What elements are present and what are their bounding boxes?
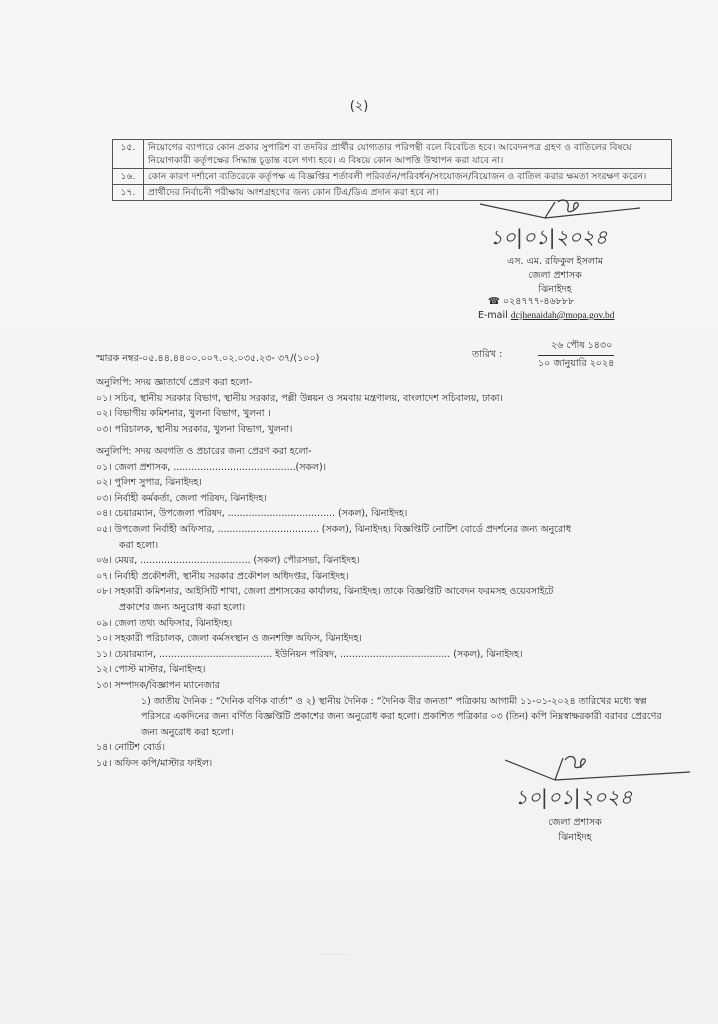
list-item: ০২। পুলিশ সুপার, ঝিনাইদহ। bbox=[96, 477, 202, 489]
term-number: ১৫. bbox=[113, 140, 144, 169]
copy-info-list bbox=[96, 444, 676, 771]
list-item: ০৭। নির্বাহী প্রকৌশলী, স্থানীয় সরকার প্রকৌশল অধিদপ্তর, ঝিনাইদহ। bbox=[96, 570, 349, 582]
table-row bbox=[113, 140, 672, 169]
date-bangla: ২৬ পৌষ ১৪৩০ bbox=[538, 339, 614, 356]
table-row bbox=[113, 169, 672, 185]
email-label: E-mail bbox=[478, 310, 508, 321]
list-item: ০৮। সহকারী কমিশনার, আইসিটি শাখা, জেলা প্রশাসকের কার্যালয়, ঝিনাইদহ। তাকে বিজ্ঞপ্তিটি আবেদন ফরমসহ ওয়েবসাইটে bbox=[96, 586, 554, 598]
term-text: নিয়োগের ব্যাপারে কোন প্রকার সুপারিশ বা তদবির প্রার্থীর যোগ্যতার পরিপন্থী বলে বিবেচিত হবে। আবেদনপত্র গ্রহণ ও বাতিলের বিষয়ে নিয়োগকারী কর্তৃপক্ষের সিদ্ধান্ত চূড়ান্ত বলে গণ্য হবে। এ বিষয়ে কোন আপত্তি উত্থাপন করা যাবে না। bbox=[144, 140, 672, 169]
signature-scribble-icon bbox=[470, 196, 650, 256]
contact-block bbox=[470, 295, 700, 323]
list-item: ০৩। পরিচালক, স্থানীয় সরকার, খুলনা বিভাগ, খুলনা। bbox=[96, 423, 293, 435]
list-item: ১১। চেয়ারম্যান, ...................................... ইউনিয়ন পরিষদ, ..................................... (সকল), ঝিনাইদহ। bbox=[96, 648, 523, 660]
phone-number: ০২৪৭৭৭-৪৬৮৮৮ bbox=[502, 296, 575, 307]
list-item: ১৪। নোটিশ বোর্ড। bbox=[96, 742, 165, 754]
list-item: ১৩। সম্পাদক/বিজ্ঞাপন ম্যানেজার bbox=[96, 679, 220, 691]
signature-1 bbox=[470, 196, 650, 256]
signer-district: ঝিনাইদহ bbox=[538, 284, 572, 295]
faint-stamp-mark bbox=[318, 940, 348, 955]
list-item: ১০। সহকারী পরিচালক, জেলা কর্মসংস্থান ও জনশক্তি অফিস, ঝিনাইদহ। bbox=[96, 633, 362, 645]
term-number: ১৬. bbox=[113, 169, 144, 185]
signature-2 bbox=[505, 752, 695, 812]
telephone-icon: ☎ bbox=[488, 296, 500, 307]
list-item: ০২। বিভাগীয় কমিশনার, খুলনা বিভাগ, খুলনা । bbox=[96, 408, 271, 420]
date-gregorian: ১০ জানুয়ারি ২০২৪ bbox=[538, 358, 615, 369]
signature-scribble-icon bbox=[505, 752, 695, 812]
copy-action-heading: অনুলিপি: সদয় জ্ঞাতার্থে প্রেরণ করা হলো- bbox=[96, 377, 253, 388]
email-link[interactable]: dcjhenaidah@mopa.gov.bd bbox=[510, 311, 615, 321]
list-item: ০১। জেলা প্রশাসক, .........................................(সকল)। bbox=[96, 461, 326, 473]
signer-name: এস. এম. রফিকুল ইসলাম bbox=[506, 256, 604, 267]
list-item: ০৩। নির্বাহী কর্মকর্তা, জেলা পরিষদ, ঝিনাইদহ। bbox=[96, 492, 267, 504]
list-item: ০৪। চেয়ারম্যান, উপজেলা পরিষদ, .................................... (সকল), ঝিনাইদহ। bbox=[96, 508, 408, 520]
list-item: ০৬। মেয়র, ..................................... (সকল) পৌরসভা, ঝিনাইদহ। bbox=[96, 555, 360, 567]
copy-info-heading: অনুলিপি: সদয় অবগতি ও প্রচারের জন্য প্রেরণ করা হলো- bbox=[96, 446, 312, 457]
list-item-continuation: করা হলো। bbox=[119, 539, 159, 551]
list-item: ১২। পোস্ট মাস্টার, ঝিনাইদহ। bbox=[96, 664, 206, 676]
list-item-continuation: প্রকাশের জন্য অনুরোধ করা হলো। bbox=[119, 601, 246, 613]
svg-text:১০|০১|২০২৪: ১০|০১|২০২৪ bbox=[515, 785, 633, 809]
signer-designation: জেলা প্রশাসক bbox=[528, 270, 582, 281]
list-item: ০৫। উপজেলা নির্বাহী অফিসার, .................................. (সকল), ঝিনাইদহ। বিজ্ঞপ্তিটি নোটিশ বোর্ডে প্রদর্শনের জন্য অনুরোধ bbox=[96, 523, 572, 535]
svg-text:১০|০১|২০২৪: ১০|০১|২০২৪ bbox=[490, 225, 608, 249]
signer-district: ঝিনাইদহ bbox=[558, 832, 592, 843]
date-block bbox=[472, 339, 615, 372]
term-text: প্রার্থীদের নির্বাচনী পরীক্ষায় অংশগ্রহণের জন্য কোন টিএ/ডিএ প্রদান করা হবে না। bbox=[144, 185, 672, 201]
date-label: তারিখ : bbox=[472, 349, 503, 360]
list-item: ০৯। জেলা তথ্য অফিসার, ঝিনাইদহ। bbox=[96, 617, 233, 629]
signer-designation: জেলা প্রশাসক bbox=[548, 817, 602, 828]
list-item: ১৫। অফিস কপি/মাস্টার ফাইল। bbox=[96, 757, 213, 769]
signer-block-2 bbox=[520, 815, 630, 845]
newspaper-instruction: ১) জাতীয় দৈনিক : “দৈনিক বণিক বার্তা” ও ২) স্থানীয় দৈনিক : “দৈনিক বীর জনতা” পত্রিকায় আগামী ১১-০১-২০২৪ তারিখের মধ্যে স্বল্প পরিসরে একদিনের জন্য বর্ণিত বিজ্ঞপ্তিটি প্রকাশের জন্য অনুরোধ করা হলো। প্রকাশিত পত্রিকার ০৩ (তিন) কপি নিম্নস্বাক্ষরকারী বরাবর প্রেরণের জন্য অনুরোধ করা হলো। bbox=[141, 695, 662, 738]
copy-action-list bbox=[96, 375, 676, 437]
signer-block bbox=[470, 255, 640, 297]
term-number: ১৭. bbox=[113, 185, 144, 201]
terms-table bbox=[112, 139, 672, 201]
list-item: ০১। সচিব, স্থানীয় সরকার বিভাগ, স্থানীয় সরকার, পল্লী উন্নয়ন ও সমবায় মন্ত্রণালয়, বাংলাদেশ সচিবালয়, ঢাকা। bbox=[96, 392, 503, 404]
memo-number: স্মারক নম্বর-০৫.৪৪.৪৪০০.০০৭.০২.০৩৫.২৩- ৩৭/(১০০) bbox=[96, 353, 320, 364]
page-number: (২) bbox=[349, 99, 369, 114]
term-text: কোন কারণ দর্শানো ব্যতিরেকে কর্তৃপক্ষ এ বিজ্ঞপ্তির শর্তাবলী পরিবর্তন/পরিবর্ধন/সংযোজন/বিয়োজন ও বাতিল করার ক্ষমতা সংরক্ষণ করেন। bbox=[144, 169, 672, 185]
